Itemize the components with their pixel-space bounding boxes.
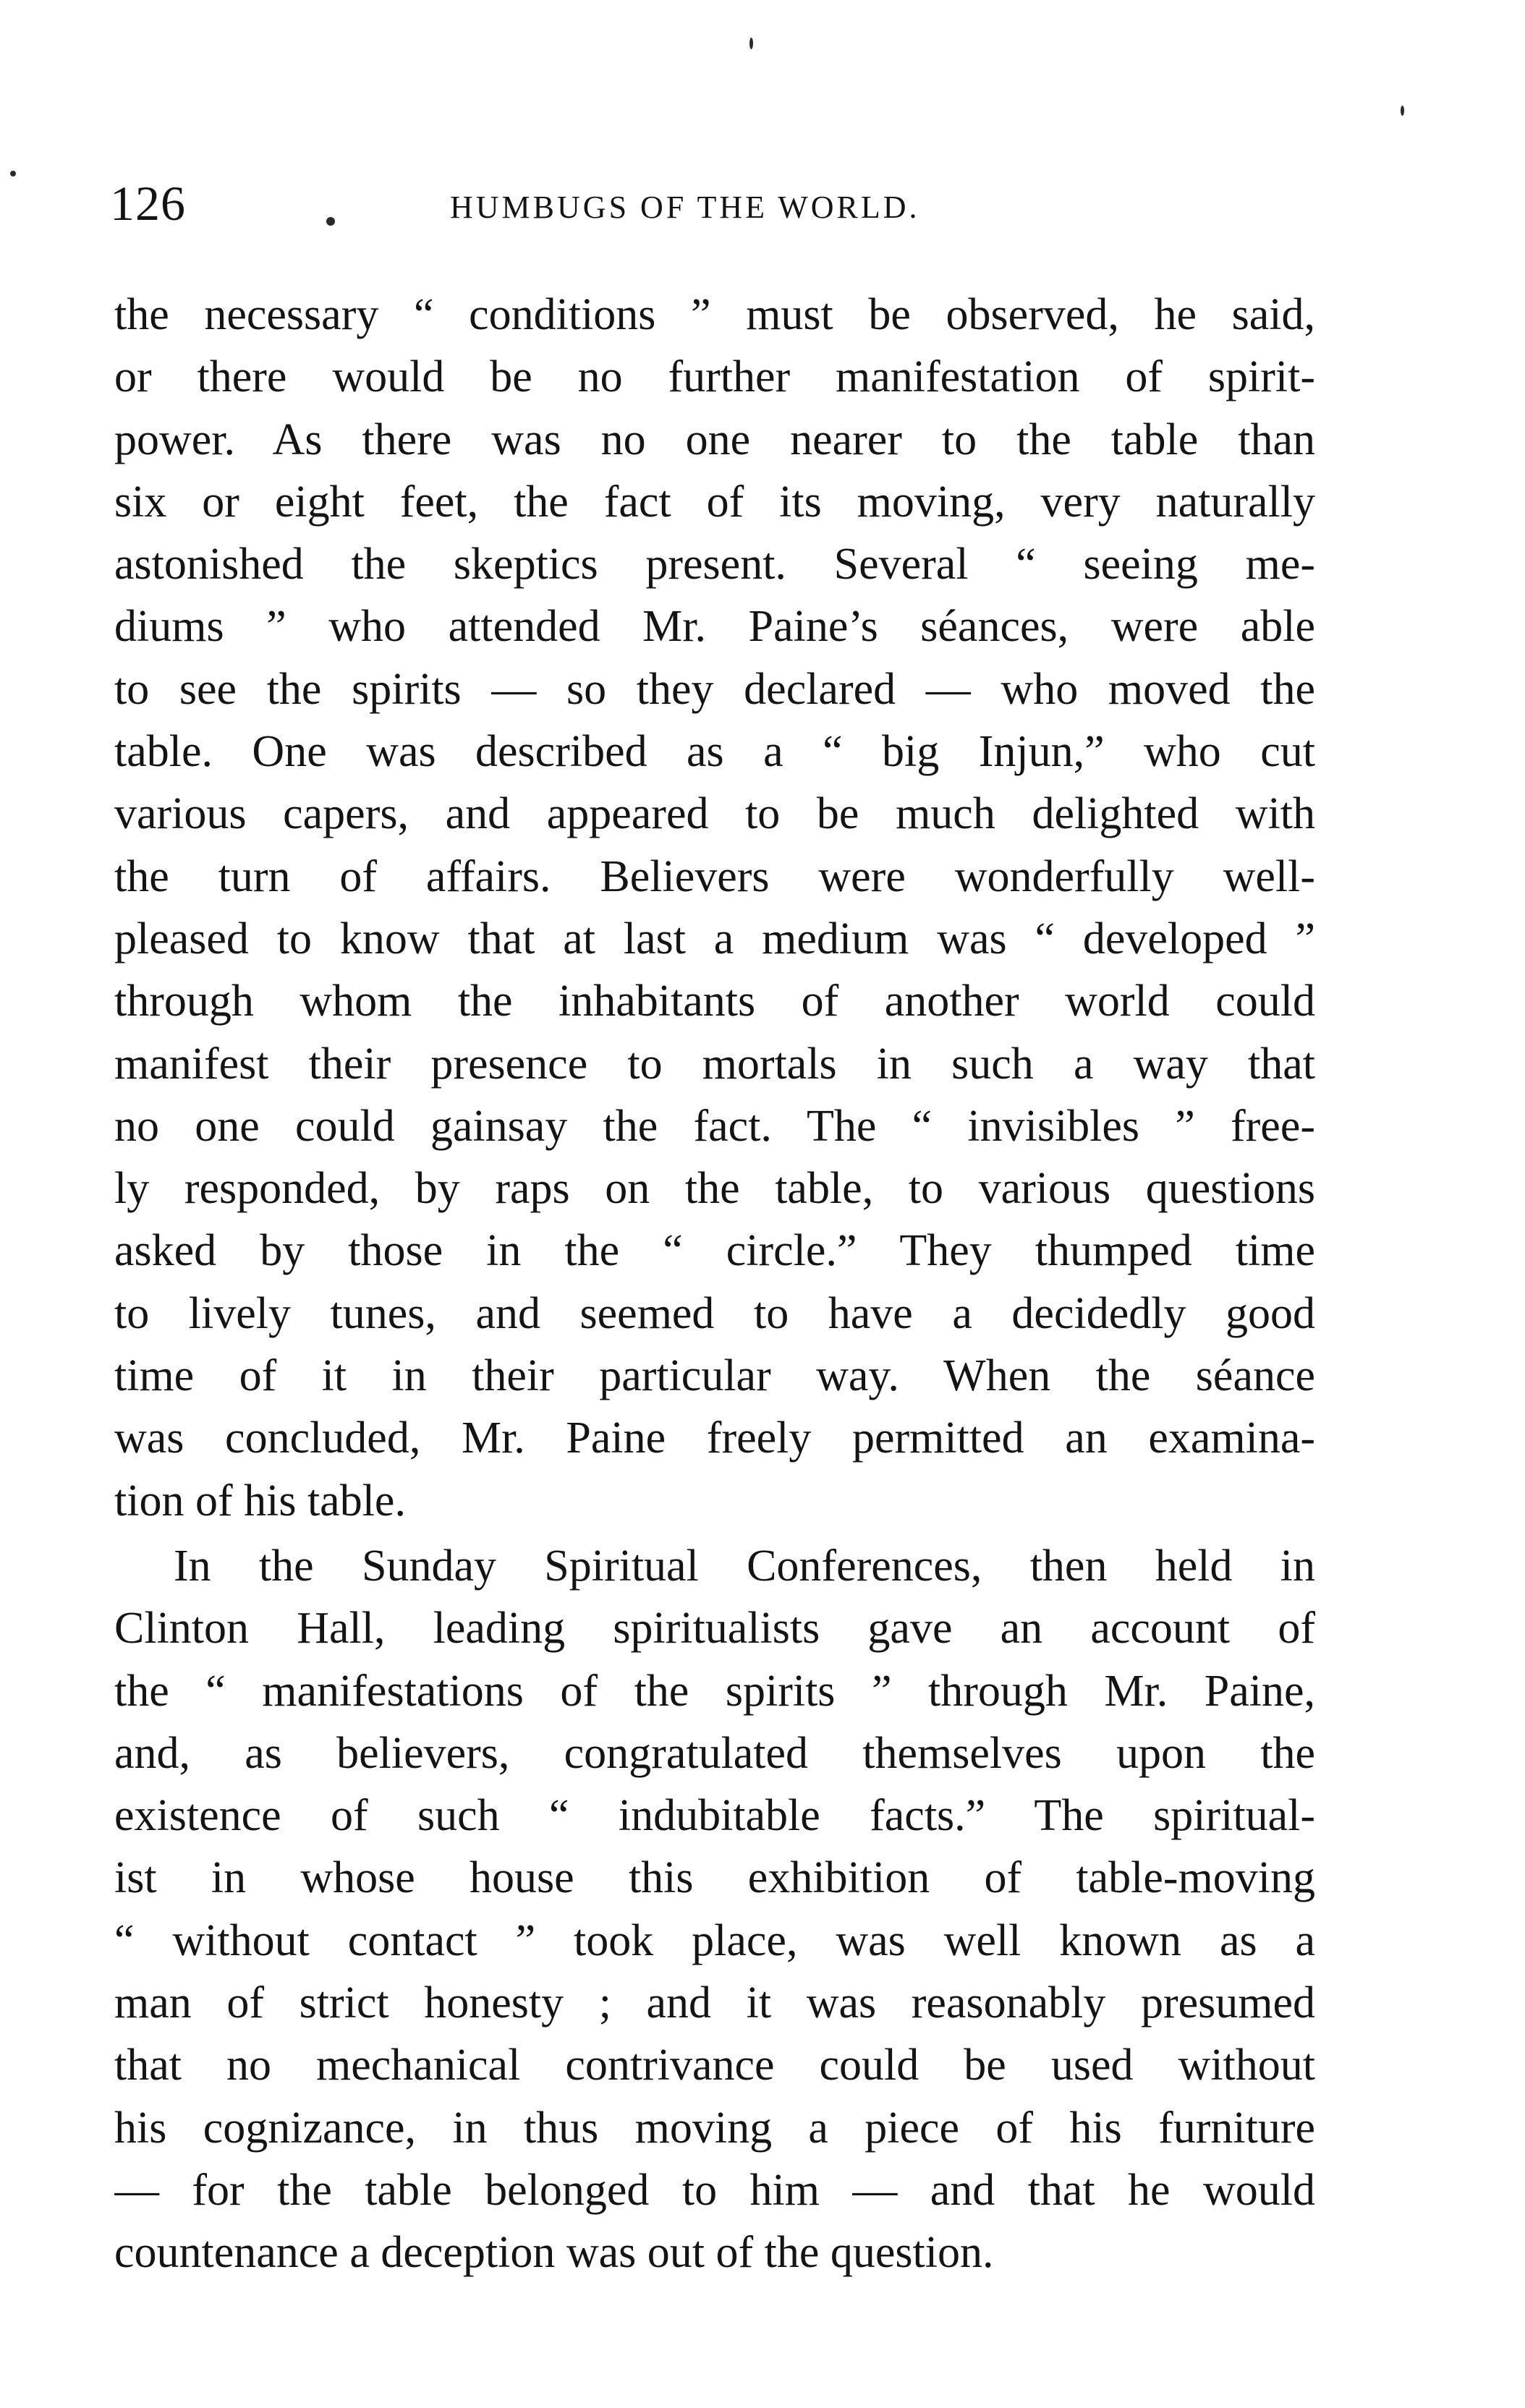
text-line: Clinton Hall, leading spiritualists gave an account of <box>114 1604 1315 1654</box>
text-line: existence of such “ indubitable facts.” The spiritual- <box>114 1791 1315 1841</box>
text-line: asked by those in the “ circle.” They thumped time <box>114 1226 1315 1276</box>
ink-speck <box>1401 106 1404 116</box>
text-line: — for the table belonged to him — and that he would <box>114 2165 1315 2215</box>
text-line: countenance a deception was out of the question. <box>114 2228 994 2278</box>
text-line: tion of his table. <box>114 1476 406 1526</box>
text-line: the “ manifestations of the spirits ” through Mr. Paine, <box>114 1666 1315 1716</box>
text-line: pleased to know that at last a medium was “ developed ” <box>114 914 1315 963</box>
text-line: astonished the skeptics present. Several “ seeing me- <box>114 540 1315 590</box>
text-line: In the Sunday Spiritual Conferences, then held in <box>174 1541 1315 1591</box>
text-line: to lively tunes, and seemed to have a decidedly good <box>114 1288 1315 1338</box>
text-line: ly responded, by raps on the table, to various questions <box>114 1164 1315 1214</box>
text-body <box>114 284 1315 2287</box>
running-head <box>110 171 1314 236</box>
ink-speck <box>749 38 753 49</box>
text-line: through whom the inhabitants of another world could <box>114 977 1315 1026</box>
ink-speck <box>10 171 16 176</box>
text-line: that no mechanical contrivance could be used without <box>114 2041 1315 2090</box>
text-line: ist in whose house this exhibition of table-moving <box>114 1853 1315 1903</box>
text-line: was concluded, Mr. Paine freely permitted an examina- <box>114 1413 1315 1463</box>
text-line: his cognizance, in thus moving a piece of his furniture <box>114 2103 1315 2153</box>
text-line: the turn of affairs. Believers were wonderfully well- <box>114 851 1315 901</box>
text-line: six or eight feet, the fact of its moving, very naturally <box>114 477 1315 527</box>
paragraph <box>114 284 1315 1532</box>
text-line: “ without contact ” took place, was well known as a <box>114 1915 1315 1965</box>
text-line: table. One was described as a “ big Injun,” who cut <box>114 727 1315 777</box>
text-line: diums ” who attended Mr. Paine’s séances, were able <box>114 602 1315 652</box>
text-line: manifest their presence to mortals in such a way that <box>114 1039 1315 1089</box>
text-line: time of it in their particular way. When the séance <box>114 1351 1315 1401</box>
page-number: 126 <box>110 176 186 231</box>
text-line: various capers, and appeared to be much delighted with <box>114 789 1315 839</box>
running-title: HUMBUGS OF THE WORLD. <box>450 190 920 225</box>
text-line: to see the spirits — so they declared — who moved the <box>114 664 1315 714</box>
text-line: power. As there was no one nearer to the table than <box>114 414 1315 464</box>
text-line: or there would be no further manifestation of spirit- <box>114 352 1315 402</box>
text-line: and, as believers, congratulated themselves upon the <box>114 1728 1315 1778</box>
text-line: the necessary “ conditions ” must be observed, he said, <box>114 290 1315 339</box>
text-line: man of strict honesty ; and it was reasonably presumed <box>114 1978 1315 2028</box>
text-line: no one could gainsay the fact. The “ invisibles ” free- <box>114 1101 1315 1151</box>
paragraph <box>114 1535 1315 2284</box>
